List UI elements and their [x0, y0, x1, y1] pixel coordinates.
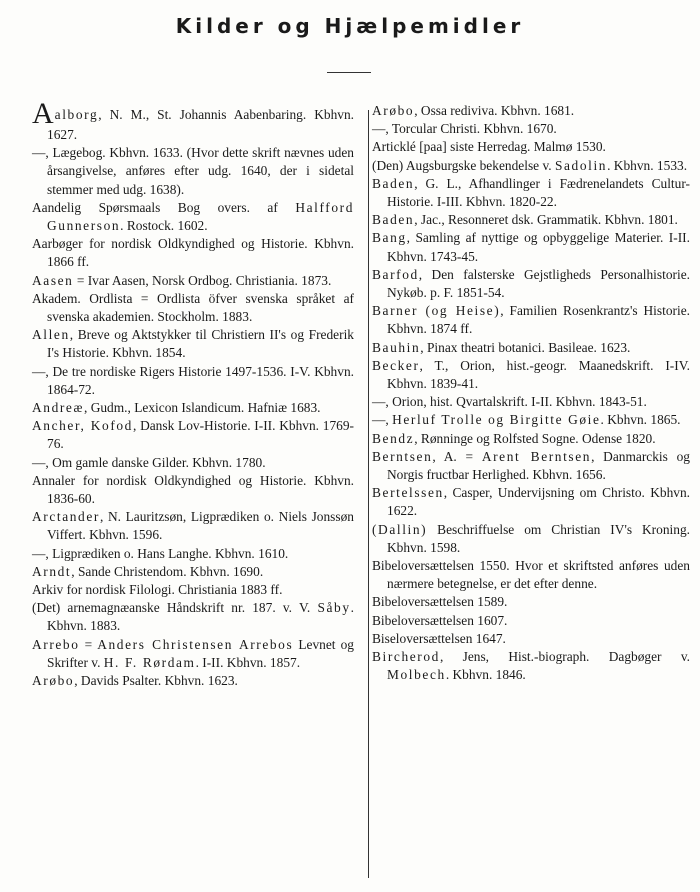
entry-name: Arrebo	[32, 636, 80, 652]
entry-text: Aandelig Spørsmaals Bog overs. af	[32, 199, 296, 215]
entry-name: alborg	[54, 107, 99, 122]
entry-name: Barner (og Heise)	[372, 303, 501, 319]
bibliography-entry	[372, 302, 690, 338]
bibliography-entry	[32, 363, 354, 399]
bibliography-entry	[372, 157, 690, 175]
entry-text: = Ivar Aasen, Norsk Ordbog. Christiania. 1873.	[73, 272, 332, 288]
entry-text: , Davids Psalter. Kbhvn. 1623.	[74, 673, 238, 689]
page-title: Kilder og Hjælpemidler	[175, 14, 525, 38]
entry-text: —,	[372, 412, 393, 428]
entry-name: Aasen	[32, 272, 74, 288]
entry-text: (Den) Augsburgske bekendelse v.	[372, 157, 555, 173]
entry-text: —, Om gamle danske Gilder. Kbhvn. 1780.	[32, 454, 266, 470]
bibliography-entry	[372, 339, 690, 357]
entry-name: Molbech	[387, 667, 446, 683]
bibliography-entry	[32, 235, 354, 271]
entry-text: . Rostock. 1602.	[120, 218, 208, 234]
entry-name: Sadolin	[554, 157, 608, 173]
entry-text: , Pinax theatri botanici. Basileae. 1623.	[420, 339, 631, 355]
entry-name: Arøbo	[372, 103, 415, 118]
bibliography-entry	[372, 102, 690, 120]
bibliography-entry	[372, 612, 690, 630]
entry-text: Arkiv for nordisk Filologi. Christiania 1883 ff.	[32, 582, 283, 598]
bibliography-entry	[32, 290, 354, 326]
bibliography-entry	[372, 120, 690, 138]
entry-text: —, Orion, hist. Qvartalskrift. I-II. Kbhvn. 1843-51.	[372, 394, 647, 410]
entry-text: =	[79, 636, 98, 652]
drop-capital: A	[32, 97, 54, 130]
entry-text: , T., Orion, hist.-geogr. Maanedskrift. I-IV. Kbhvn. 1839-41.	[387, 357, 690, 392]
bibliography-entry	[32, 454, 354, 472]
entry-text: , N. Lauritzsøn, Ligprædiken o. Niels Jonssøn Viffert. Kbhvn. 1596.	[47, 509, 354, 543]
entry-name: Såby	[317, 600, 351, 616]
bibliography-entry	[32, 399, 354, 417]
entry-text: , A. =	[432, 448, 482, 464]
bibliography-entry	[32, 581, 354, 599]
entry-name: Baden	[372, 175, 415, 191]
column-divider	[368, 110, 369, 878]
entry-text: Akadem. Ordlista = Ordlista öfver svenska språket af svenska akademien. Stockholm. 1883.	[32, 290, 354, 325]
bibliography-entry	[372, 211, 690, 229]
bibliography-right-column	[372, 102, 690, 685]
entry-text: Aarbøger for nordisk Oldkyndighed og Historie. Kbhvn. 1866 ff.	[32, 236, 354, 270]
entry-text: , Casper, Undervijsning om Christo. Kbhvn. 1622.	[387, 485, 690, 519]
bibliography-entry	[32, 599, 354, 635]
bibliography-entry	[372, 229, 690, 265]
entry-text: , Breve og Aktstykker til Christiern II's og Frederik I's Historie. Kbhvn. 1854.	[47, 327, 354, 361]
bibliography-entry	[372, 557, 690, 593]
bibliography-entry	[372, 648, 690, 684]
bibliography-entry	[372, 484, 690, 520]
entry-name: Becker	[372, 357, 420, 373]
entry-text: , Rønninge og Rolfsted Sogne. Odense 1820.	[414, 430, 656, 446]
entry-name: Bircherod	[372, 649, 440, 665]
title-rule	[327, 72, 371, 73]
bibliography-entry	[32, 326, 354, 362]
entry-name: Barfod	[372, 266, 419, 282]
entry-text: Beschriffuelse om Christian IV's Kroning. Kbhvn. 1598.	[387, 521, 690, 555]
entry-text: , Ossa rediviva. Kbhvn. 1681.	[414, 103, 575, 118]
entry-name: Arctander	[32, 509, 100, 525]
entry-name: Bang	[372, 230, 407, 246]
bibliography-entry	[372, 448, 690, 484]
entry-name: Berntsen	[372, 448, 433, 464]
bibliography-entry	[32, 545, 354, 563]
bibliography-entry	[32, 472, 354, 508]
entry-name: Bendz	[372, 430, 415, 446]
entry-name: Arøbo	[32, 673, 75, 689]
entry-name: Herluf Trolle og Birgitte Gøie	[392, 412, 601, 428]
entry-text: (Det) arnemagnæanske Håndskrift nr. 187. v. V.	[32, 600, 318, 616]
bibliography-entry	[32, 97, 354, 144]
bibliography-entry	[372, 393, 690, 411]
entry-text: Bibeloversættelsen 1550. Hvor et skriftsted anføres uden nærmere betegnelse, er det efter denne.	[372, 558, 690, 592]
bibliography-entry	[32, 563, 354, 581]
entry-name: Bertelssen	[372, 485, 444, 501]
bibliography-entry	[32, 417, 354, 453]
entry-text: —, Torcular Christi. Kbhvn. 1670.	[372, 121, 557, 137]
entry-name: Anders Christensen Arrebos	[97, 636, 294, 652]
bibliography-entry	[372, 593, 690, 611]
entry-text: , Familien Rosenkrantz's Historie. Kbhvn. 1874 ff.	[387, 303, 691, 337]
entry-text: , Danmarckis og Norgis fructbar Herlighed. Kbhvn. 1656.	[387, 448, 690, 483]
entry-name: Baden	[372, 212, 415, 228]
entry-text: , G. L., Afhandlinger i Fædrenelandets Cultur-Historie. I-III. Kbhvn. 1820-22.	[387, 175, 690, 210]
bibliography-entry	[372, 138, 690, 156]
entry-text: , Den falsterske Gejstligheds Personalhistorie. Nykøb. p. F. 1851-54.	[387, 266, 690, 301]
entry-text: . Kbhvn. 1883.	[47, 600, 354, 634]
entry-name: Ancher, Kofod	[32, 418, 133, 434]
bibliography-entry	[372, 175, 690, 211]
entry-name: Allen	[32, 327, 70, 343]
entry-text: , Dansk Lov-Historie. I-II. Kbhvn. 1769-76.	[47, 418, 354, 452]
entry-text: Bibeloversættelsen 1589.	[372, 594, 508, 610]
entry-text: —, Lægebog. Kbhvn. 1633. (Hvor dette skrift nævnes uden årsangivelse, anføres efter udg. 1640, der i sidetal stemmer med udg. 1638).	[32, 145, 354, 197]
bibliography-entry	[372, 411, 690, 429]
entry-text: , Gudm., Lexicon Islandicum. Hafniæ 1683.	[84, 400, 321, 416]
entry-text: , Jac., Resonneret dsk. Grammatik. Kbhvn. 1801.	[414, 212, 678, 228]
bibliography-entry	[372, 630, 690, 648]
bibliography-entry	[372, 266, 690, 302]
entry-text: . Kbhvn. 1533.	[607, 157, 688, 173]
entry-text: , Sande Christendom. Kbhvn. 1690.	[71, 563, 264, 579]
bibliography-entry	[32, 144, 354, 199]
entry-text: Levnet og Skrifter v.	[47, 636, 354, 670]
bibliography-entry	[32, 672, 354, 690]
bibliography-entry	[372, 357, 690, 393]
bibliography-entry	[372, 521, 690, 557]
entry-name: Arndt	[32, 563, 72, 579]
entry-text: Biseloversættelsen 1647.	[372, 630, 506, 646]
entry-name: H. F. Rørdam	[103, 654, 196, 670]
entry-text: Articklé [paa] siste Herredag. Malmø 1530.	[372, 139, 606, 155]
entry-text: Annaler for nordisk Oldkyndighed og Historie. Kbhvn. 1836-60.	[32, 472, 354, 507]
bibliography-entry	[32, 636, 354, 672]
entry-text: Bibeloversættelsen 1607.	[372, 612, 508, 628]
bibliography-entry	[32, 272, 354, 290]
bibliography-entry	[372, 430, 690, 448]
entry-text: , Jens, Hist.-biograph. Dagbøger v.	[439, 649, 690, 665]
entry-text: . Kbhvn. 1846.	[445, 667, 526, 683]
entry-text: . I-II. Kbhvn. 1857.	[195, 654, 301, 670]
entry-name: Bauhin	[372, 339, 421, 355]
entry-text: , N. M., St. Johannis Aabenbaring. Kbhvn. 1627.	[47, 107, 354, 142]
bibliography-left-column	[32, 97, 354, 690]
entry-name: (Dallin)	[372, 521, 428, 537]
entry-text: . Kbhvn. 1865.	[600, 412, 681, 428]
bibliography-entry	[32, 199, 354, 235]
entry-name: Arent Berntsen	[481, 448, 592, 464]
entry-text: —, De tre nordiske Rigers Historie 1497-1536. I-V. Kbhvn. 1864-72.	[32, 363, 354, 397]
bibliography-entry	[32, 508, 354, 544]
entry-name: Andreæ	[32, 400, 84, 416]
entry-text: , Samling af nyttige og opbyggelige Materier. I-II. Kbhvn. 1743-45.	[387, 230, 690, 264]
entry-text: —, Ligprædiken o. Hans Langhe. Kbhvn. 1610.	[32, 545, 289, 561]
entry-name: Halfford Gunnerson	[47, 199, 354, 234]
